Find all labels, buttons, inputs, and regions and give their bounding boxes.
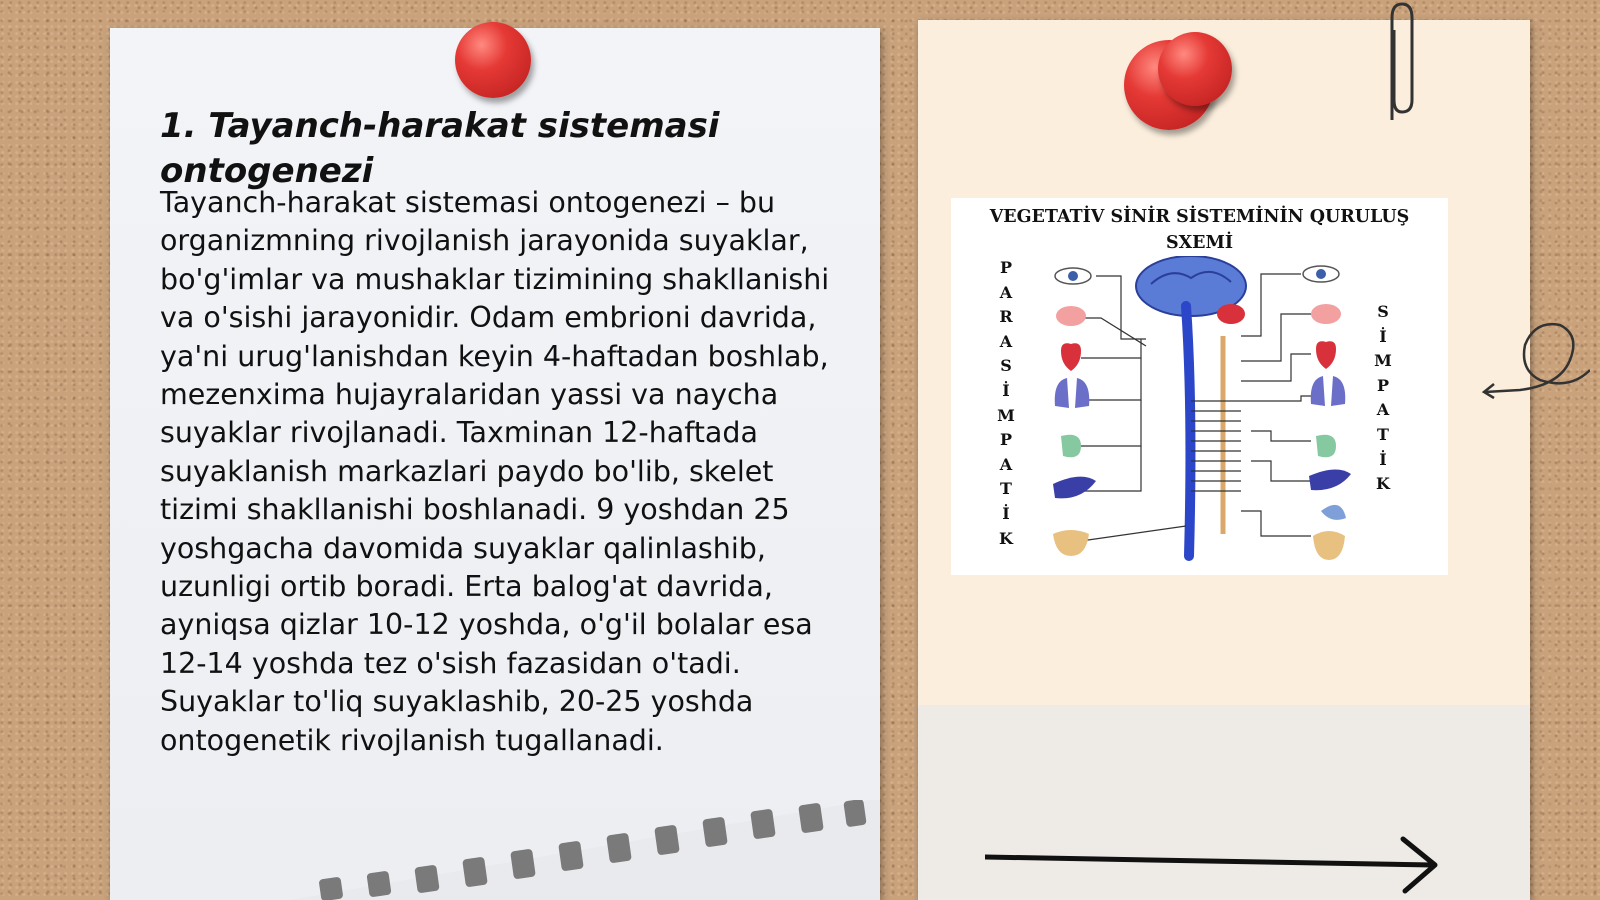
nervous-system-diagram [951,198,1448,575]
torn-notebook-strip [110,800,880,900]
push-pin-icon [455,22,531,98]
diagram-title: VEGETATİV SİNİR SİSTEMİNİN QURULUŞ SXEMİ [989,207,1410,253]
curly-arrow-icon [1480,310,1590,410]
push-pin-icon [1158,32,1232,106]
sympathetic-vertical-label: S İ M P A T İ K [1374,302,1392,494]
heart-icon [1316,341,1336,369]
gland-icon [1311,304,1341,324]
body-paragraph: Tayanch-harakat sistemasi ontogenezi – bu organizmning rivojlanish jarayonida suyaklar, bo'g'imlar va mushaklar tizimining shakllanishi va o'sishi jarayonidir. Odam embrioni davrida, ya'ni urug'lanishdan keyin 4-haftadan boshlab, mezenxima hujayralaridan yassi va naycha suyaklar rivojlanadi. Taxminan 12-haftada suyaklanish markazlari paydo bo'lib, skelet tizimi shakllanishi boshlanadi. 9 yoshdan 25 yoshgacha davomida suyaklar qalinlashib, uzunligi ortib boradi. Erta balog'at davrida, ayniqsa qizlar 10-12 yoshda, o'g'il bolalar esa 12-14 yoshda tez o'sish fazasidan o'tadi. Suyaklar to'liq suyaklashib, 20-25 yoshda ontogenetik rivojlanish tugallanadi. [160,186,830,757]
paper-clip-icon [1380,0,1420,125]
spinal-cord-icon [1186,306,1190,556]
page-title: 1. Tayanch-harakat sistemasi ontogenezi [160,106,720,191]
heart-icon [1061,343,1081,371]
bladder-icon [1313,531,1345,560]
bladder-icon [1053,530,1089,556]
arrow-right-icon [985,835,1445,895]
parasympathetic-vertical-label: P A R A S İ M P A T İ K [997,258,1015,548]
liver-icon [1309,469,1351,490]
stomach-icon [1061,435,1081,458]
gland-icon [1056,306,1086,326]
lungs-icon [1311,376,1346,406]
diagram-illustration [1041,256,1361,571]
stomach-icon [1316,435,1336,458]
lungs-icon [1055,378,1090,408]
kidney-icon [1321,505,1346,520]
liver-icon [1053,477,1096,499]
